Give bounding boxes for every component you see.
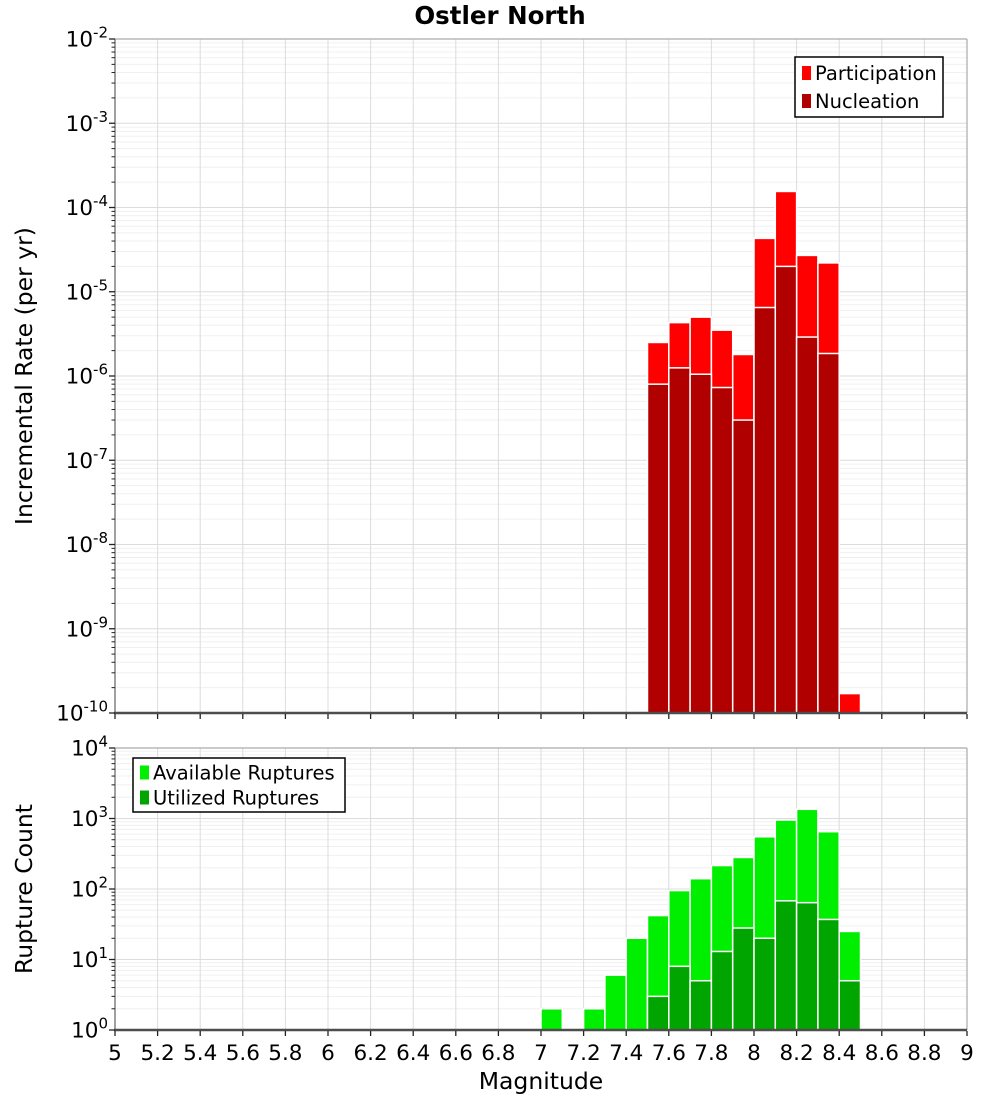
bar <box>775 901 796 1030</box>
x-tick-label: 5.8 <box>268 1041 303 1066</box>
x-tick-label: 5.4 <box>183 1041 218 1066</box>
bar <box>541 1009 562 1030</box>
bar <box>839 694 860 713</box>
y-tick-label: $10^2$ <box>71 873 108 903</box>
x-tick-label: 6.4 <box>396 1041 431 1066</box>
bar <box>690 981 711 1030</box>
bar <box>733 420 754 713</box>
bar <box>754 308 775 713</box>
x-tick-label: 5.2 <box>140 1041 175 1066</box>
y-axis-label-count: Rupture Count <box>10 803 38 975</box>
bar <box>648 384 669 713</box>
bar <box>669 368 690 713</box>
y-tick-label: $10^{-9}$ <box>65 613 108 643</box>
plot-area-1 <box>71 733 974 1067</box>
bar <box>818 919 839 1030</box>
y-tick-label: $10^{-6}$ <box>65 360 108 390</box>
legend <box>133 758 345 812</box>
bar <box>775 266 796 713</box>
bar <box>669 966 690 1030</box>
bar <box>839 981 860 1030</box>
y-axis-label-rate: Incremental Rate (per yr) <box>10 227 38 525</box>
y-tick-label: $10^1$ <box>71 944 108 973</box>
y-tick-label: $10^3$ <box>71 803 108 832</box>
plot-area-0 <box>56 24 967 727</box>
bar <box>626 938 647 1030</box>
x-tick-label: 8.2 <box>779 1041 814 1066</box>
x-tick-label: 5 <box>108 1041 122 1066</box>
x-axis-label: Magnitude <box>478 1067 604 1095</box>
legend <box>795 57 943 117</box>
x-tick-label: 7.4 <box>609 1041 644 1066</box>
legend-label: Nucleation <box>815 90 920 113</box>
bar <box>711 388 732 713</box>
y-tick-label: $10^4$ <box>71 732 108 762</box>
y-tick-label: $10^{-2}$ <box>65 23 108 53</box>
x-tick-label: 7.2 <box>566 1041 601 1066</box>
y-tick-labels <box>71 733 108 1044</box>
y-tick-label: $10^{-5}$ <box>65 276 108 306</box>
x-tick-label: 6.6 <box>438 1041 473 1066</box>
bar <box>648 996 669 1030</box>
bar <box>754 938 775 1030</box>
bar <box>605 975 626 1030</box>
bar <box>818 353 839 713</box>
x-tick-label: 8 <box>747 1041 761 1066</box>
x-tick-label: 7.8 <box>694 1041 729 1066</box>
x-tick-label: 7.6 <box>651 1041 686 1066</box>
legend-label: Available Ruptures <box>153 761 335 785</box>
x-tick-label: 8.8 <box>907 1041 942 1066</box>
legend-swatch <box>140 791 149 805</box>
bar <box>797 337 818 713</box>
y-tick-label: $10^{-3}$ <box>65 107 108 137</box>
bar <box>584 1009 605 1030</box>
x-tick-label: 5.6 <box>225 1041 260 1066</box>
y-tick-label: $10^{-10}$ <box>56 697 108 727</box>
y-tick-label: $10^{-7}$ <box>65 444 108 474</box>
legend-swatch <box>802 94 811 108</box>
x-tick-label: 7 <box>534 1041 548 1066</box>
x-tick-label: 6 <box>321 1041 335 1066</box>
x-tick-label: 6.2 <box>353 1041 388 1066</box>
bar <box>797 903 818 1030</box>
legend-label: Utilized Ruptures <box>153 786 320 810</box>
y-tick-label: $10^0$ <box>71 1014 108 1044</box>
chart-title: Ostler North <box>414 1 586 30</box>
y-tick-label: $10^{-4}$ <box>65 192 108 221</box>
bar <box>690 374 711 713</box>
x-tick-label: 8.6 <box>864 1041 899 1066</box>
x-tick-label: 6.8 <box>481 1041 516 1066</box>
x-tick-label: 8.4 <box>822 1041 857 1066</box>
y-tick-labels <box>56 24 108 727</box>
legend-label: Participation <box>815 62 937 85</box>
bar <box>711 951 732 1030</box>
x-tick-labels <box>108 1041 974 1066</box>
bar <box>733 928 754 1030</box>
legend-swatch <box>140 766 149 780</box>
y-tick-label: $10^{-8}$ <box>65 529 108 558</box>
x-tick-label: 9 <box>960 1041 974 1066</box>
legend-swatch <box>802 66 811 80</box>
